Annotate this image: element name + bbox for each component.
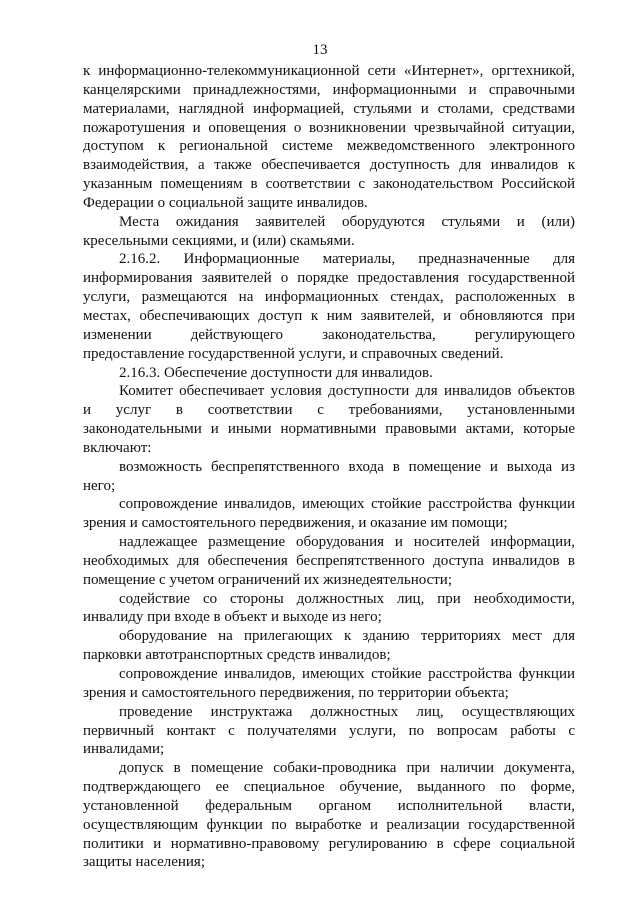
text-line: кресельными секциями, и (или) скамьями. xyxy=(83,232,355,249)
text-line: местах, обеспечивающих доступ к ним заявителей, и обновляются при xyxy=(83,307,575,324)
text-line: сопровождение инвалидов, имеющих стойкие расстройства функции xyxy=(119,666,575,682)
text-line: первичный контакт с получателями услуги, по вопросам работы с xyxy=(83,722,575,739)
text-line: подтверждающего ее специальное обучение, выданного по форме, xyxy=(83,779,575,796)
text-line: изменении действующего законодательства, регулирующего xyxy=(83,326,575,343)
text-line: к информационно-телекоммуникационной сети «Интернет», оргтехникой, xyxy=(83,63,575,79)
text-line: информирования заявителей о порядке предоставления государственной xyxy=(83,270,575,287)
text-line: Комитет обеспечивает условия доступности для инвалидов объектов xyxy=(119,383,575,400)
document-body xyxy=(83,62,575,872)
text-line: инвалиду при входе в объект и выходе из него; xyxy=(83,609,382,626)
text-line: допуск в помещение собаки-проводника при наличии документа, xyxy=(119,760,575,777)
page-number: 13 xyxy=(312,42,328,58)
text-line: помещение с учетом ограничений их жизнедеятельности; xyxy=(83,571,453,588)
text-line: услуги, размещаются на информационных стендах, расположенных в xyxy=(83,289,575,306)
text-line: осуществляющим функции по выработке и реализации государственной xyxy=(83,816,575,833)
text-line: политики и нормативно-правовому регулированию в сфере социальной xyxy=(83,835,575,852)
text-line: законодательными и иными нормативными правовыми актами, которые xyxy=(83,421,575,438)
text-line: включают: xyxy=(83,439,152,456)
text-line: него; xyxy=(83,477,116,494)
text-line: Федерации о социальной защите инвалидов. xyxy=(83,194,368,211)
text-line: взаимодействия, а также обеспечивается доступность для инвалидов к xyxy=(83,157,575,174)
text-line: оборудование на прилегающих к зданию территориях мест для xyxy=(119,628,575,645)
text-line: установленной федеральным органом исполнительной власти, xyxy=(83,797,575,814)
text-line: Места ожидания заявителей оборудуются стульями и (или) xyxy=(119,213,575,230)
text-line: защиты населения; xyxy=(83,854,205,871)
text-line: пожаротушения и оповещения о возникновении чрезвычайной ситуации, xyxy=(83,119,575,136)
text-line: 2.16.3. Обеспечение доступности для инвалидов. xyxy=(119,364,433,381)
text-line: инвалидами; xyxy=(83,741,165,758)
text-line: сопровождение инвалидов, имеющих стойкие расстройства функции xyxy=(119,496,575,513)
text-line: необходимых для обеспечения беспрепятственного доступа инвалидов в xyxy=(83,552,575,569)
text-line: зрения и самостоятельного передвижения, и оказание им помощи; xyxy=(83,515,508,532)
text-line: канцелярскими принадлежностями, информационными и справочными xyxy=(83,81,575,98)
text-line: доступом к региональной системе межведомственного электронного xyxy=(83,138,575,155)
text-line: содействие со стороны должностных лиц, при необходимости, xyxy=(119,590,575,607)
text-line: материалами, наглядной информацией, стульями и столами, средствами xyxy=(83,100,575,117)
text-line: проведение инструктажа должностных лиц, осуществляющих xyxy=(119,703,575,720)
text-line: 2.16.2. Информационные материалы, предназначенные для xyxy=(119,251,575,268)
text-line: надлежащее размещение оборудования и носителей информации, xyxy=(119,534,575,551)
text-line: возможность беспрепятственного входа в помещение и выхода из xyxy=(119,458,575,475)
text-line: указанным помещениям в соответствии с законодательством Российской xyxy=(83,176,575,193)
text-line: зрения и самостоятельного передвижения, по территории объекта; xyxy=(83,684,509,701)
text-line: предоставление государственной услуги, и справочных сведений. xyxy=(83,345,504,362)
text-line: и услуг в соответствии с требованиями, установленными xyxy=(83,402,575,419)
text-line: парковки автотранспортных средств инвалидов; xyxy=(83,647,391,664)
